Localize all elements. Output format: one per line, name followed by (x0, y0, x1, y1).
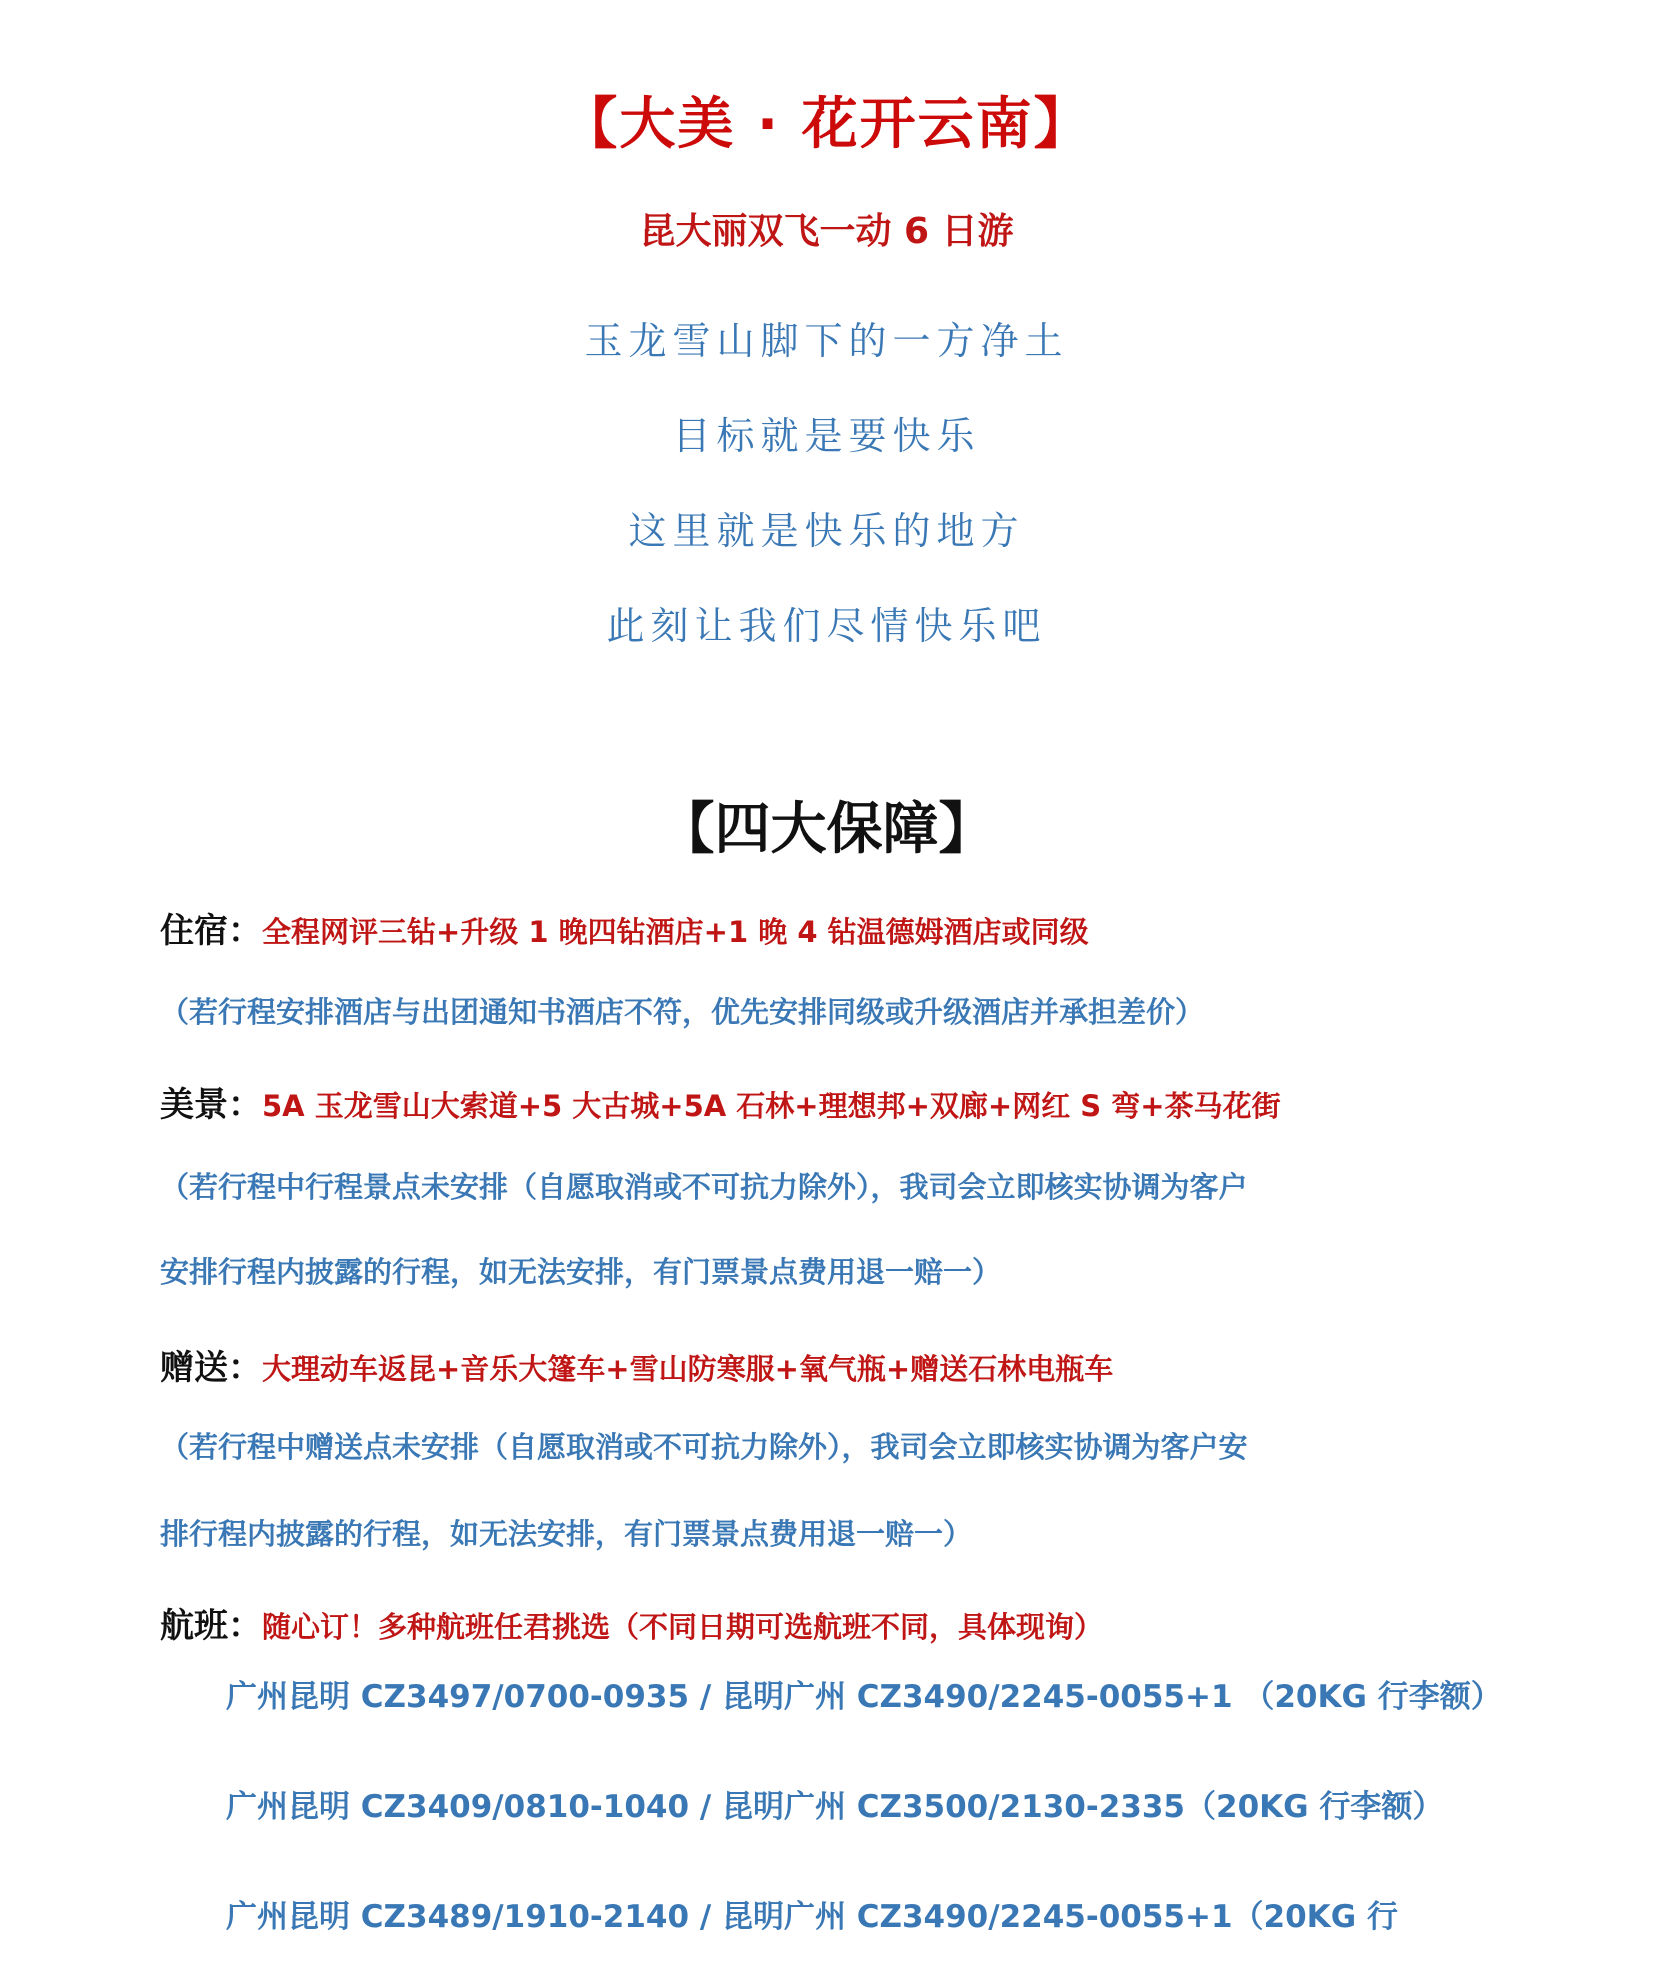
flight-option: 广州昆明 CZ3489/1910-2140 / 昆明广州 CZ3490/2245-0055+1（20KG 行 (226, 1899, 1398, 1935)
lodging-label: 住宿： (160, 911, 262, 951)
poem-line: 玉龙雪山脚下的一方净土 (584, 319, 1069, 363)
gifts-row (160, 1340, 1500, 1389)
flights-row (160, 1598, 1500, 1647)
gifts-note: 排行程内披露的行程，如无法安排，有门票景点费用退一赔一） (160, 1517, 973, 1551)
page-title: 【大美 · 花开云南】 (561, 92, 1092, 157)
poem-line: 这里就是快乐的地方 (628, 509, 1025, 553)
flight-option: 广州昆明 CZ3409/0810-1040 / 昆明广州 CZ3500/2130-2335（20KG 行李额） (226, 1789, 1444, 1825)
poem-line: 目标就是要快乐 (672, 414, 981, 458)
gifts-note: （若行程中赠送点未安排（自愿取消或不可抗力除外），我司会立即核实协调为客户安 (160, 1430, 1248, 1464)
gifts-label: 赠送： (160, 1348, 262, 1388)
page-subtitle: 昆大丽双飞一动 6 日游 (639, 211, 1014, 252)
flight-option: 广州昆明 CZ3497/0700-0935 / 昆明广州 CZ3490/2245-0055+1 （20KG 行李额） (226, 1679, 1502, 1715)
flights-label: 航班： (160, 1606, 262, 1646)
lodging-note: （若行程安排酒店与出团通知书酒店不符，优先安排同级或升级酒店并承担差价） (160, 995, 1205, 1029)
flights-value: 随心订！多种航班任君挑选（不同日期可选航班不同，具体现询） (262, 1610, 1104, 1644)
lodging-value: 全程网评三钻+升级 1 晚四钻酒店+1 晚 4 钻温德姆酒店或同级 (262, 915, 1089, 949)
scenery-value: 5A 玉龙雪山大索道+5 大古城+5A 石林+理想邦+双廊+网红 S 弯+茶马花街 (262, 1089, 1281, 1123)
section-title: 【四大保障】 (658, 797, 995, 862)
scenery-label: 美景： (160, 1085, 262, 1125)
scenery-row (160, 1077, 1500, 1126)
poem-line: 此刻让我们尽情快乐吧 (606, 604, 1047, 648)
lodging-row (160, 903, 1500, 952)
scenery-note: （若行程中行程景点未安排（自愿取消或不可抗力除外），我司会立即核实协调为客户 (160, 1170, 1248, 1204)
scenery-note: 安排行程内披露的行程，如无法安排，有门票景点费用退一赔一） (160, 1255, 1002, 1289)
gifts-value: 大理动车返昆+音乐大篷车+雪山防寒服+氧气瓶+赠送石林电瓶车 (262, 1352, 1114, 1386)
